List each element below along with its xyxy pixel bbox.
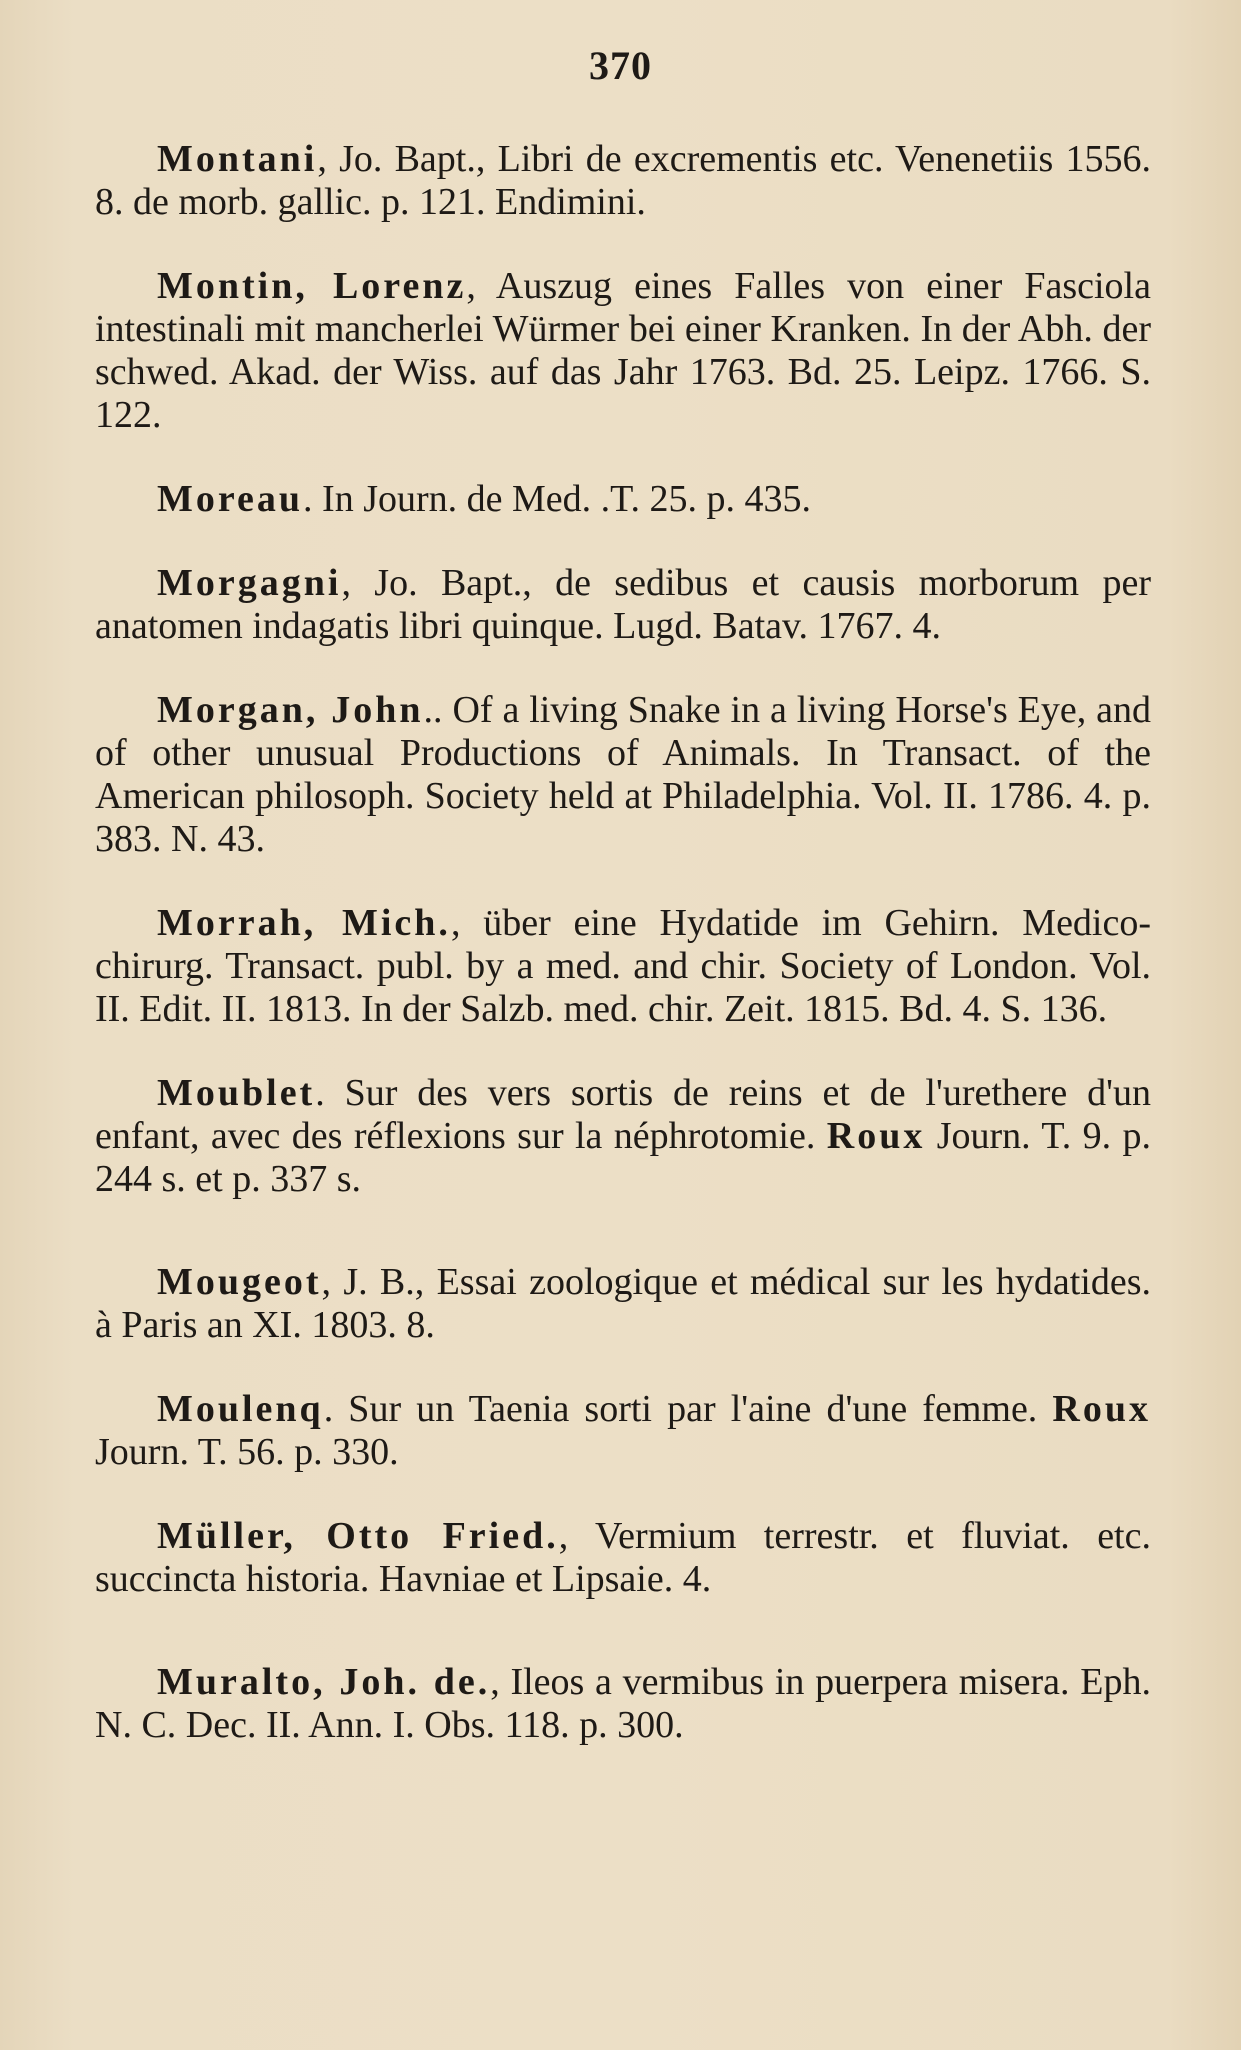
bibliography-list (95, 138, 1151, 1747)
entry-text-continued: Journ. T. 56. p. 330. (95, 1431, 399, 1473)
entry-author: Müller, Otto Fried. (157, 1515, 559, 1557)
bibliography-entry (95, 265, 1151, 437)
entry-text: , über eine Hydatide im Gehirn. Medico-chirurg. Transact. publ. by a med. and chir. Society of London. Vol. II. Edit. II. 1813. In der Salzb. med. chir. Zeit. 1815. Bd. 4. S. 136. (95, 902, 1152, 1030)
entry-text-continued: Journ. T. 9. p. 244 s. et p. 337 s. (95, 1115, 1151, 1200)
entry-text: , Vermium terrestr. et fluviat. etc. succincta historia. Havniae et Lipsaie. 4. (95, 1515, 1151, 1600)
entry-text: , Ileos a vermibus in puerpera misera. Eph. N. C. Dec. II. Ann. I. Obs. 118. p. 300. (95, 1661, 1152, 1746)
entry-author: Moulenq (157, 1388, 324, 1430)
entry-author: Morgagni (157, 562, 342, 604)
bibliography-entry (95, 1261, 1151, 1347)
entry-author: Muralto, Joh. de. (157, 1661, 491, 1703)
entry-text: .. Of a living Snake in a living Horse's Eye, and of other unusual Productions of Animals. In Transact. of the American philosoph. Society held at Philadelphia. Vol. II. 1786. 4. p. 383. N. 43. (95, 689, 1151, 860)
entry-reference-author: Roux (1052, 1388, 1151, 1430)
bibliography-entry (95, 478, 1151, 521)
entry-author: Montani (157, 138, 318, 180)
bibliography-entry (95, 1388, 1151, 1474)
bibliography-entry (95, 562, 1151, 648)
bibliography-entry (95, 138, 1151, 224)
bibliography-entry (95, 902, 1151, 1031)
entry-author: Moublet (157, 1072, 316, 1114)
entry-text: . Sur un Taenia sorti par l'aine d'une femme. (323, 1388, 1038, 1430)
entry-text: , Auszug eines Falles von einer Fasciola intestinali mit mancherlei Würmer bei einer Kranken. In der Abh. der schwed. Akad. der Wiss. auf das Jahr 1763. Bd. 25. Leipz. 1766. S. 122. (95, 265, 1151, 436)
bibliography-entry (95, 1072, 1151, 1201)
entry-text: . In Journ. de Med. .T. 25. p. 435. (303, 478, 812, 520)
entry-author: Moreau (157, 478, 304, 520)
entry-text: , Jo. Bapt., de sedibus et causis morborum per anatomen indagatis libri quinque. Lugd. Batav. 1767. 4. (95, 562, 1151, 647)
entry-author: Morgan, John (157, 689, 424, 731)
entry-text: , Jo. Bapt., Libri de excrementis etc. Venenetiis 1556. 8. de morb. gallic. p. 121. Endimini. (95, 138, 1151, 223)
entry-text: , J. B., Essai zoologique et médical sur les hydatides. à Paris an XI. 1803. 8. (95, 1261, 1151, 1346)
entry-author: Morrah, Mich. (157, 902, 451, 944)
bibliography-entry (95, 1661, 1151, 1747)
entry-author: Mougeot (157, 1261, 322, 1303)
page-number: 370 (589, 43, 652, 88)
entry-text: . Sur des vers sortis de reins et de l'urethere d'un enfant, avec des réflexions sur la néphrotomie. (95, 1072, 1151, 1157)
entry-author: Montin, Lorenz (157, 265, 467, 307)
entry-reference-author: Roux (826, 1115, 926, 1157)
bibliography-entry (95, 689, 1151, 861)
bibliography-entry (95, 1515, 1151, 1601)
